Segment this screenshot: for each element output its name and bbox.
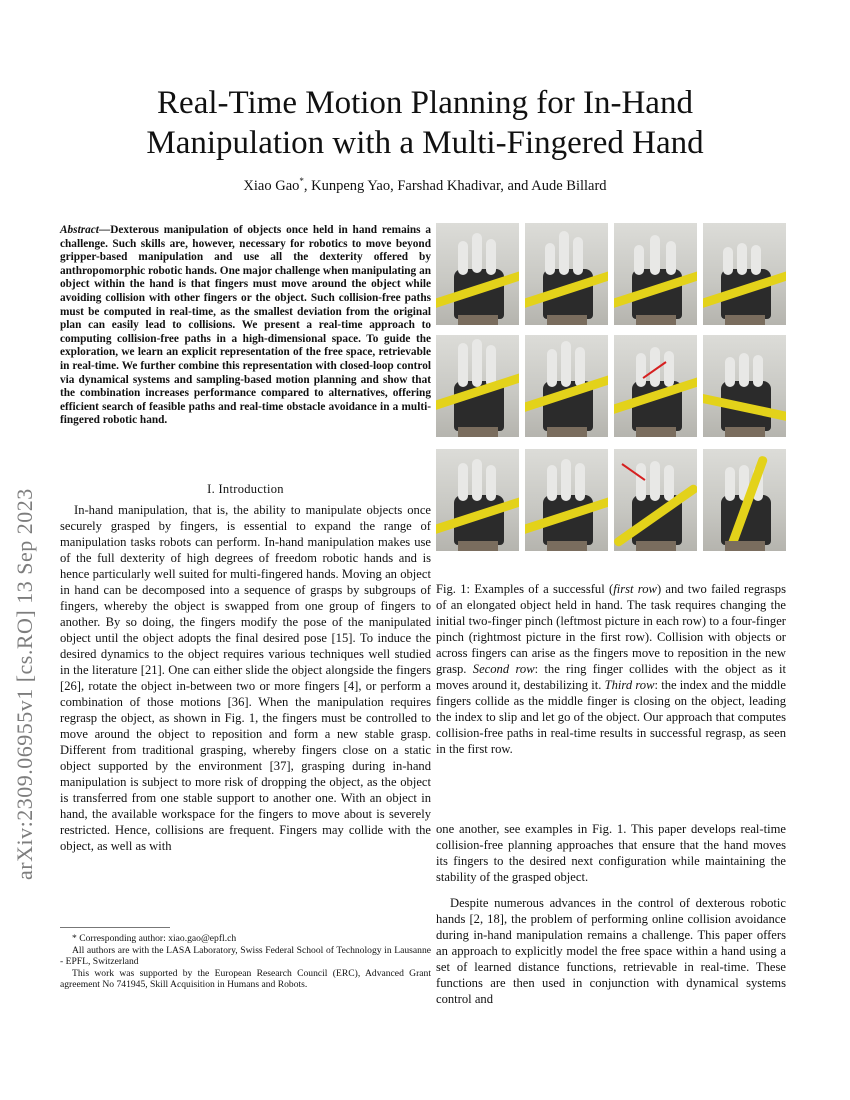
section-heading: I. Introduction (207, 482, 284, 496)
footnote-corresponding: * Corresponding author: xiao.gao@epfl.ch (72, 933, 237, 944)
photo-row1-col3 (614, 223, 697, 325)
caption-first-row: first row (613, 582, 657, 596)
abstract (60, 224, 431, 428)
author-list (90, 176, 760, 195)
right-column-body (436, 821, 786, 1007)
footnote-rule (60, 927, 170, 928)
caption-part3: : the ring finger collides with the object as it moves around it, destabilizing it. (436, 662, 786, 692)
abstract-text: —Dexterous manipulation of objects once held in hand remains a challenge. Such skills are, however, necessary for robotics to move beyond gripper-based manipulation and use all the dexterity offered by anthropomorphic robotic hands. One major challenge when manipulating an object within the hand is that fingers must move around the object while avoiding collision with other fingers or the object. Such collision-free paths must be computed in real-time, as the smallest deviation from the original plan can easily lead to collisions. We present a real-time approach to computing collision-free paths in a high-dimensional space. To guide the exploration, we learn an explicit representation of the free space, retrievable in real-time. We further combine this representation with closed-loop control via dynamical systems and sampling-based motion planning and show that the combination increases performance compared to alternatives, offering efficient search of feasible paths and real-time obstacle avoidance in a multi-fingered robotic hand. (60, 224, 431, 427)
photo-row3-col1 (436, 449, 519, 551)
photo-row3-col2 (525, 449, 608, 551)
paper-title: Real-Time Motion Planning for In-Hand Manipulation with a Multi-Fingered Hand (146, 85, 704, 161)
caption-third-row: Third row (604, 678, 655, 692)
photo-row2-col1 (436, 335, 519, 437)
figure-1-photo-grid (436, 223, 786, 570)
photo-row1-col2 (525, 223, 608, 325)
arxiv-identifier: arXiv:2309.06955v1 [cs.RO] 13 Sep 2023 (12, 488, 37, 880)
footnotes (60, 933, 431, 991)
right-paragraph-2: Despite numerous advances in the control of dexterous robotic hands [2, 18], the problem of performing online collision avoidance during in-hand manipulation remains a challenge. This paper offers an approach to explicitly model the free space within a hand using a set of learned distance functions, retrievable in real-time. These functions are then used in conjunction with dynamical systems control and (436, 896, 786, 1006)
right-paragraph-1: one another, see examples in Fig. 1. This paper develops real-time collision-free planning approaches that ensure that the hand moves its fingers to the desired next configuration while maintaining the stability of the grasped object. (436, 822, 786, 884)
photo-row1-col1 (436, 223, 519, 325)
figure-1-caption (436, 581, 786, 757)
caption-prefix: Fig. 1: Examples of a successful ( (436, 582, 614, 596)
abstract-lead: Abstract (60, 224, 99, 236)
author-rest: , Kunpeng Yao, Farshad Khadivar, and Aude Billard (303, 177, 607, 194)
photo-row3-col4 (703, 449, 786, 551)
introduction-body (60, 502, 431, 854)
photo-row3-col3 (614, 449, 697, 551)
author-first: Xiao Gao (243, 177, 300, 194)
intro-paragraph: In-hand manipulation, that is, the ability to manipulate objects once securely grasped by fingers, is essential to expand the range of manipulation tasks robots can perform. In-hand manipulation makes use of the full dexterity of high degrees of freedom robotic hands and is hence particularly well suited for multi-fingered hands. Moving an object in hand can be decomposed into a sequence of grasps by subgroups of fingers, whereby the object is swapped from one group of fingers to another. By so doing, the fingers modify the pose of the manipulated object until the object adopts the final desired pose [15]. To induce the desired dynamics to the object requires various techniques well studied in the literature [21]. One can either slide the object alongside the fingers [26], rotate the object in-between two or more fingers [4], or perform a combination of those motions [36]. When the manipulation requires regrasp the object, as shown in Fig. 1, the fingers must be controlled to move around the object to reposition and form a new stable grasp. Different from traditional grasping, whereby fingers close on a static object supported by the environment [37], grasping during in-hand manipulation is subject to more risk of dropping the object, as the object is transferred from one stable support to another one. With an object in hand, the available workspace for the fingers to move about is severely restricted. Hence, collisions are frequent. Fingers may collide with the object, as well as with (60, 503, 431, 853)
footnote-affiliation: All authors are with the LASA Laboratory, Swiss Federal School of Technology in Lausanne - EPFL, Switzerland (60, 944, 431, 968)
photo-row2-col3 (614, 335, 697, 437)
caption-part4: : the index and the middle fingers collide as the middle finger is closing on the object, leading the index to slip and let go of the object. Our approach that computes collision-free paths in real-time results in successful regrasp, as seen in the first row. (436, 678, 786, 756)
photo-row2-col2 (525, 335, 608, 437)
photo-row2-col4 (703, 335, 786, 437)
caption-part2: ) and two failed regrasps of an elongated object held in hand. The task requires changing the initial two-finger pinch (leftmost picture in each row) to a four-finger pinch (rightmost picture in the first row). Collision with objects or across fingers can arise as the fingers move to reposition in the new grasp. (436, 582, 787, 676)
corresponding-mark: * (299, 176, 304, 186)
caption-second-row: Second row (472, 662, 535, 676)
footnote-funding: This work was supported by the European Research Council (ERC), Advanced Grant agreement No 741945, Skill Acquisition in Humans and Robots. (60, 967, 431, 991)
photo-row1-col4 (703, 223, 786, 325)
